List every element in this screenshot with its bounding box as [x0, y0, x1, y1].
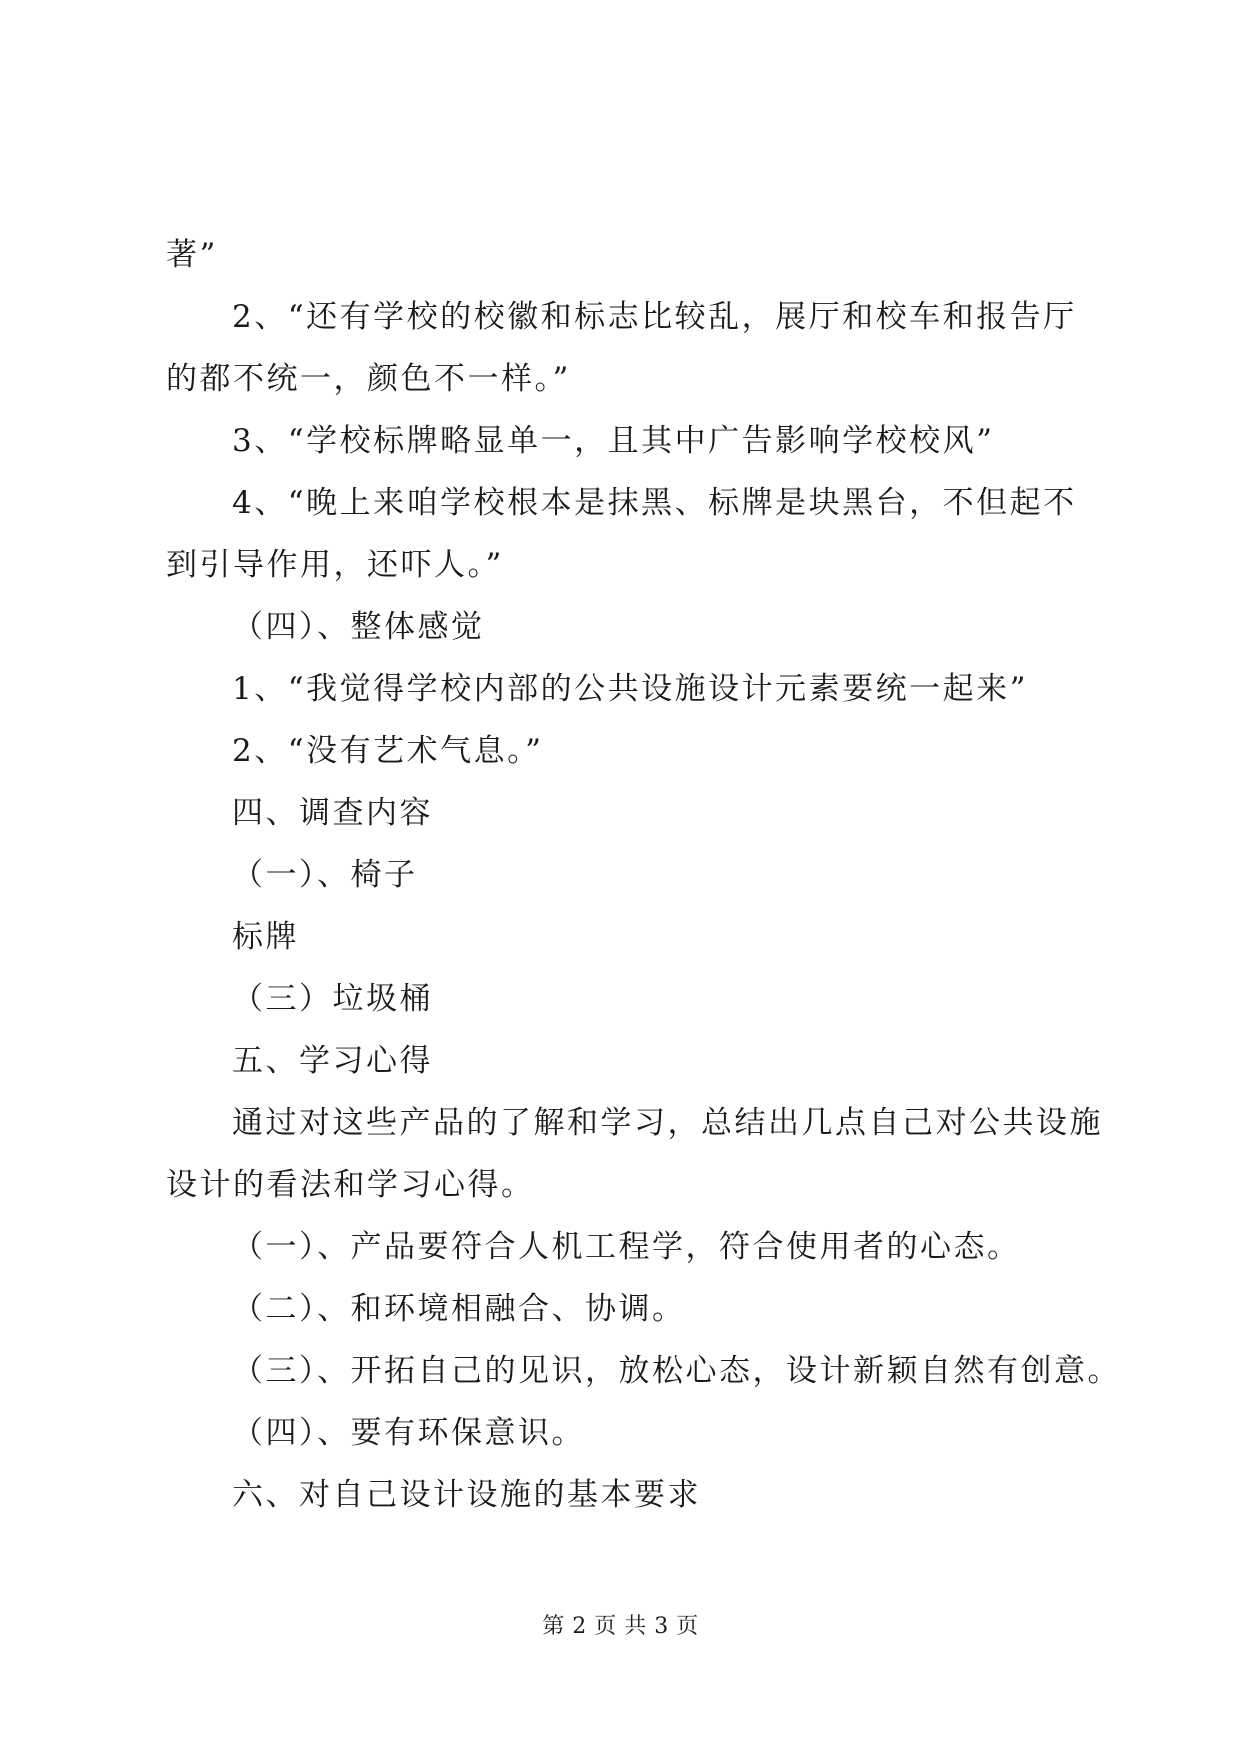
text-line-14: 五、学习心得 [232, 1043, 433, 1079]
text-line-18: （二）、和环境相融合、协调。 [232, 1291, 686, 1327]
text-line-12: 标牌 [232, 919, 299, 955]
text-line-1: 著” [166, 237, 218, 273]
text-line-7: （四）、整体感觉 [232, 609, 485, 645]
text-line-17: （一）、产品要符合人机工程学，符合使用者的心态。 [232, 1229, 1021, 1265]
text-line-9: 2、“没有艺术气息。” [232, 733, 544, 769]
text-line-4: 3、“学校标牌略显单一，且其中广告影响学校校风” [232, 423, 995, 459]
text-line-8: 1、“我觉得学校内部的公共设施设计元素要统一起来” [232, 671, 1028, 707]
text-line-11: （一）、椅子 [232, 857, 418, 893]
text-line-20: （四）、要有环保意识。 [232, 1415, 585, 1451]
text-line-15: 通过对这些产品的了解和学习，总结出几点自己对公共设施 [232, 1105, 1103, 1141]
text-line-6: 到引导作用，还吓人。” [166, 547, 504, 583]
text-line-2: 2、“还有学校的校徽和标志比较乱，展厅和校车和报告厅 [232, 299, 1077, 335]
page-footer: 第 2 页 共 3 页 [542, 1614, 699, 1639]
text-line-21: 六、对自己设计设施的基本要求 [232, 1477, 701, 1513]
text-line-3: 的都不统一，颜色不一样。” [166, 361, 571, 397]
text-line-10: 四、调查内容 [232, 795, 433, 831]
text-line-13: （三）垃圾桶 [232, 981, 433, 1017]
text-line-5: 4、“晚上来咱学校根本是抹黑、标牌是块黑台，不但起不 [232, 485, 1077, 521]
text-line-16: 设计的看法和学习心得。 [166, 1167, 535, 1203]
text-line-19: （三）、开拓自己的见识，放松心态，设计新颖自然有创意。 [232, 1353, 1121, 1389]
